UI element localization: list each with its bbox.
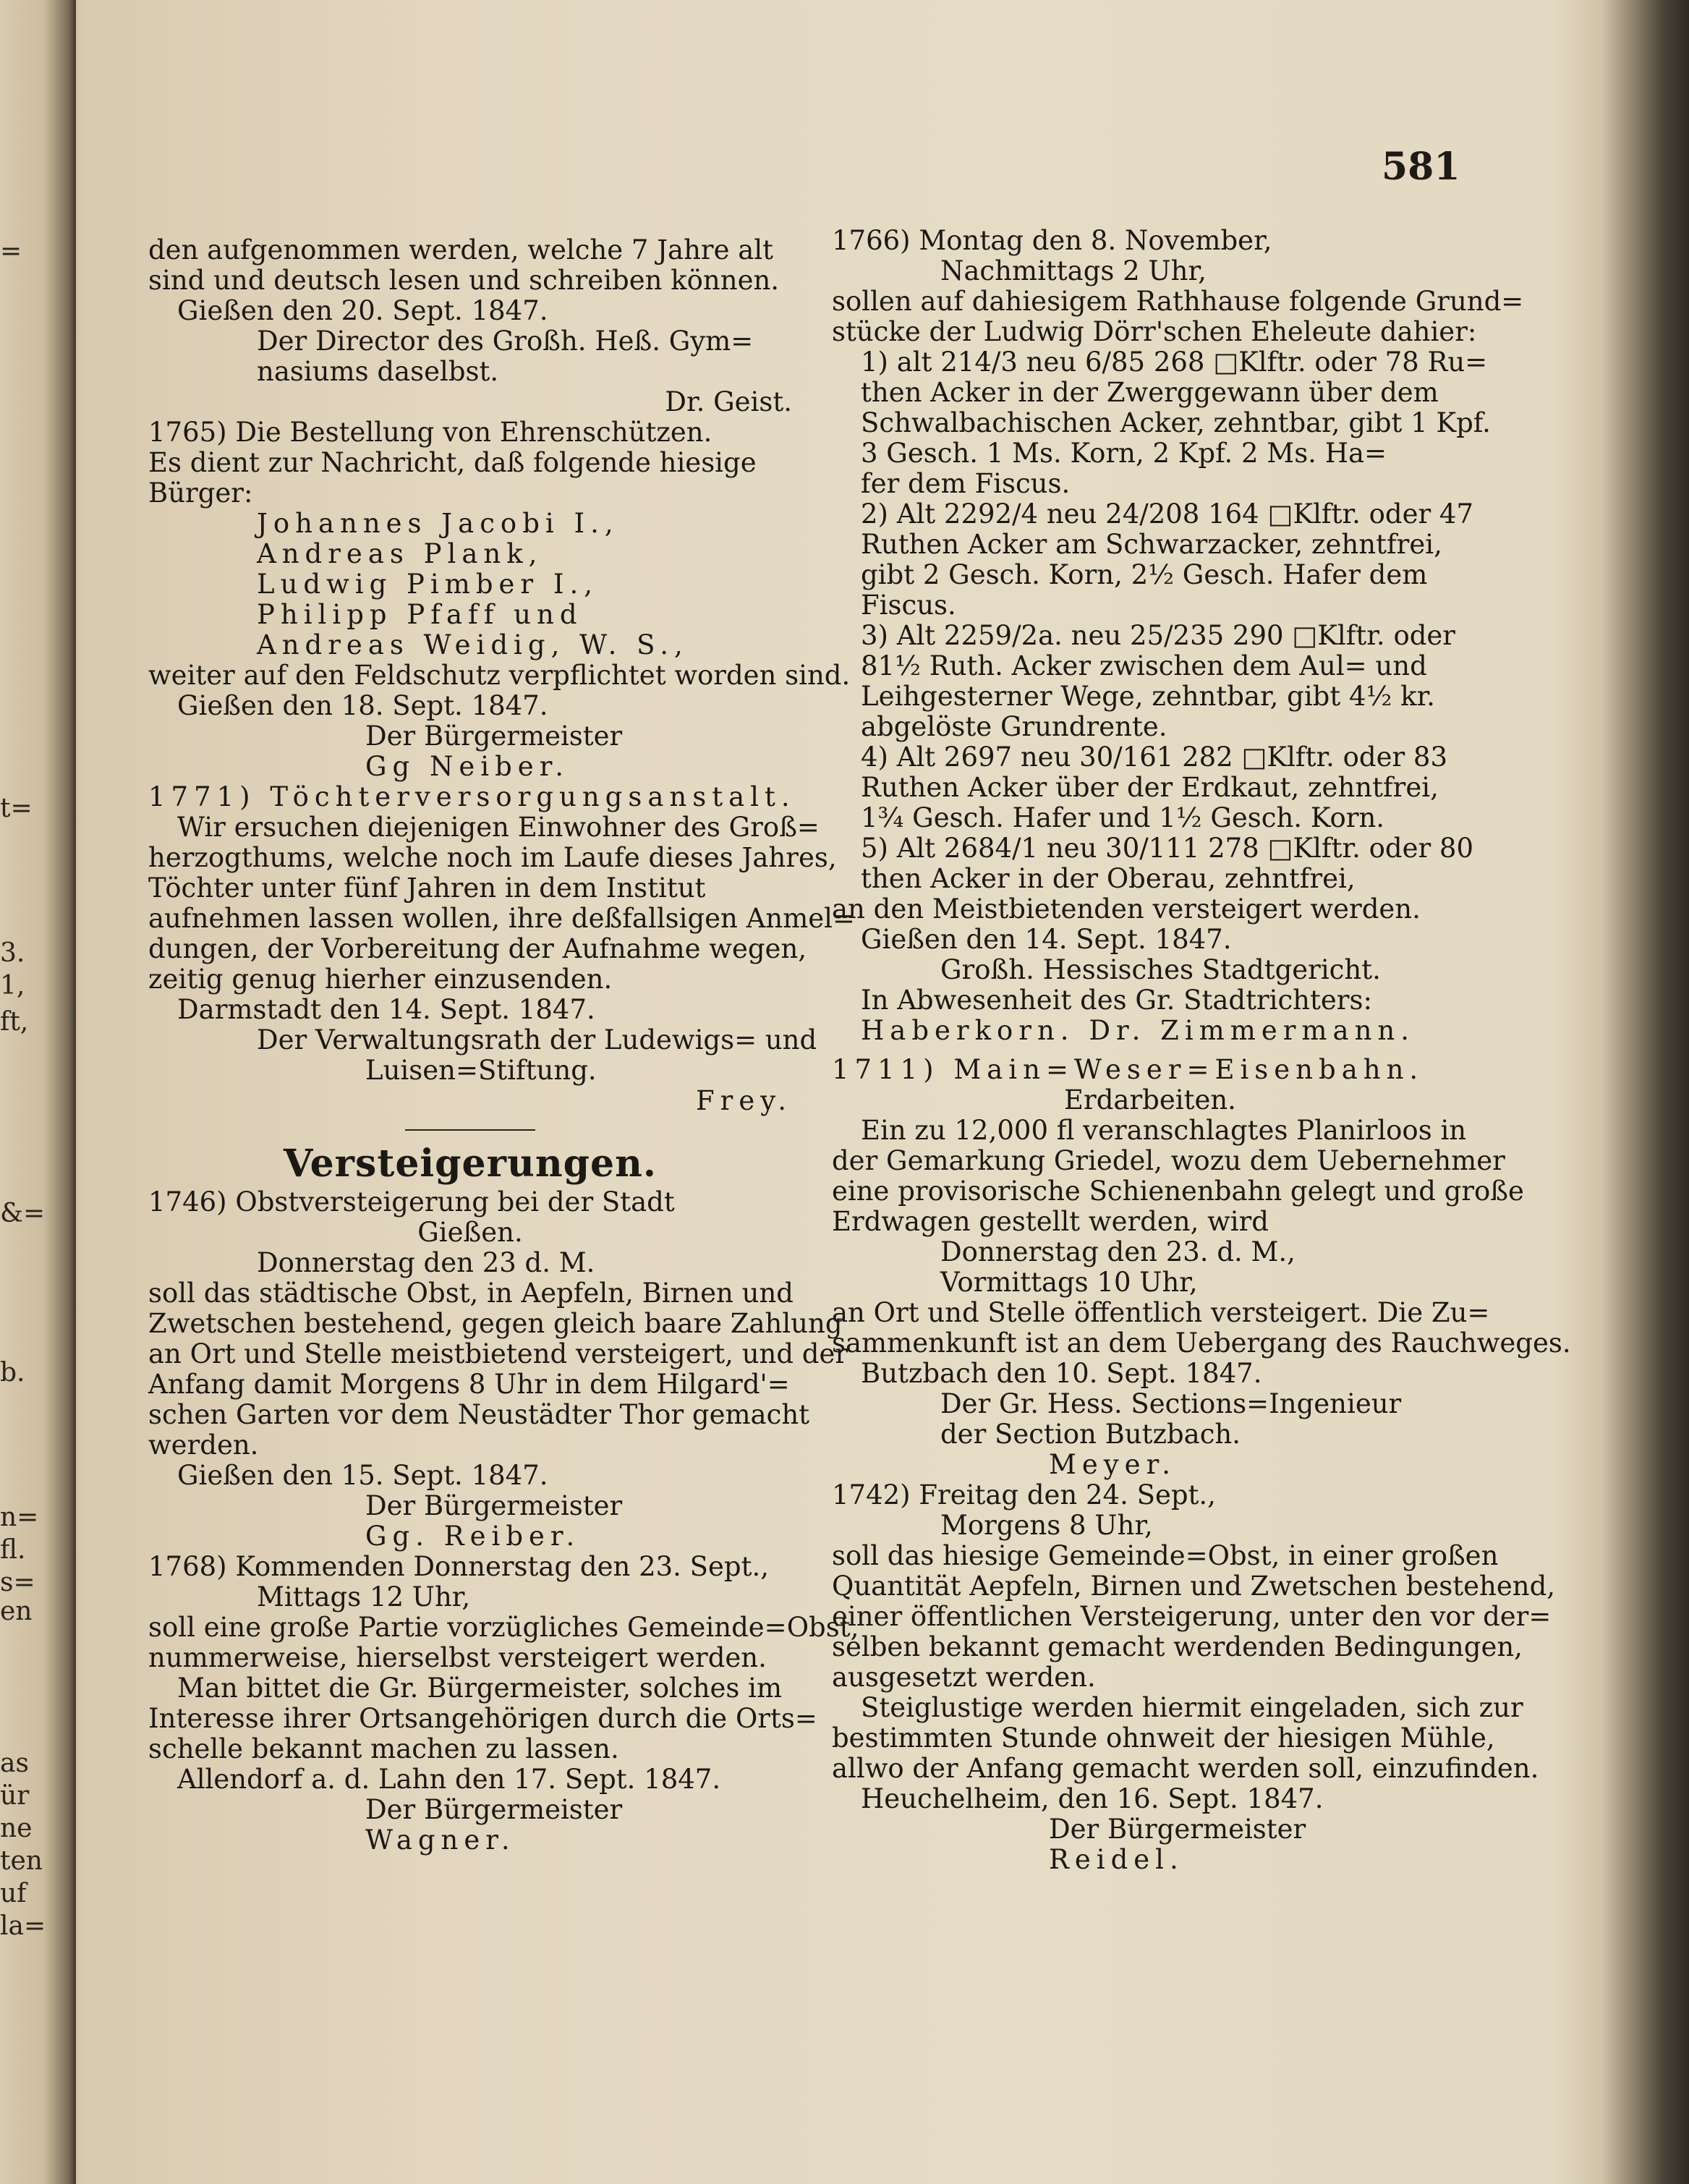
text-line: der Section Butzbach. — [940, 1419, 1241, 1450]
text-line: Steiglustige werden hiermit eingeladen, sich zur — [861, 1692, 1523, 1723]
text-line: Der Director des Großh. Heß. Gym= — [257, 326, 754, 357]
text-line: Töchter unter fünf Jahren in dem Institut — [148, 872, 706, 904]
text-line: Der Gr. Hess. Sections=Ingenieur — [940, 1388, 1402, 1419]
text-line: 1) alt 214/3 neu 6/85 268 □Klftr. oder 78 Ru= — [861, 347, 1488, 378]
text-line: Meyer. — [1049, 1449, 1176, 1480]
text-line: Johannes Jacobi I., — [257, 508, 619, 539]
text-line: 1766) Montag den 8. November, — [832, 225, 1272, 256]
text-line: Der Bürgermeister — [1049, 1814, 1306, 1845]
text-line: aufnehmen lassen wollen, ihre deßfallsigen Anmel= — [148, 903, 856, 934]
text-line: Der Bürgermeister — [365, 1794, 623, 1825]
margin-fragment: b. — [0, 1358, 25, 1388]
text-line: Dr. Geist. — [665, 386, 792, 417]
margin-fragment: as — [0, 1749, 29, 1778]
text-line: selben bekannt gemacht werdenden Bedingungen, — [832, 1631, 1523, 1662]
text-line: 3 Gesch. 1 Ms. Korn, 2 Kpf. 2 Ms. Ha= — [861, 438, 1387, 469]
text-line: 1768) Kommenden Donnerstag den 23. Sept., — [148, 1551, 769, 1582]
text-line: 1¾ Gesch. Hafer und 1½ Gesch. Korn. — [861, 802, 1385, 833]
text-line: Wagner. — [365, 1824, 516, 1856]
text-line: dungen, der Vorbereitung der Aufnahme wegen, — [148, 933, 807, 964]
text-line: Quantität Aepfeln, Birnen und Zwetschen bestehend, — [832, 1571, 1556, 1602]
text-line: Andreas Weidig, W. S., — [257, 629, 689, 660]
left-column-auctions — [148, 1186, 859, 1856]
text-line: Ruthen Acker über der Erdkaut, zehntfrei, — [861, 772, 1439, 803]
text-line: nummerweise, hierselbst versteigert werden. — [148, 1642, 767, 1673]
text-line: Gießen den 14. Sept. 1847. — [861, 924, 1232, 955]
text-line: abgelöste Grundrente. — [861, 711, 1167, 742]
text-line: ausgesetzt werden. — [832, 1662, 1096, 1693]
margin-fragment: 1, — [0, 971, 25, 1000]
text-line: Andreas Plank, — [257, 538, 543, 569]
margin-fragment: ft, — [0, 1007, 29, 1037]
right-column — [832, 225, 1571, 1875]
text-line: Großh. Hessisches Stadtgericht. — [940, 954, 1381, 985]
text-line: Bürger: — [148, 477, 253, 509]
margin-fragment: t= — [0, 794, 33, 823]
text-line: 1771) Töchterversorgungsanstalt. — [148, 781, 796, 812]
text-line: Reidel. — [1049, 1844, 1184, 1875]
text-line: Nachmittags 2 Uhr, — [940, 255, 1207, 286]
text-line: Zwetschen bestehend, gegen gleich baare Zahlung — [148, 1308, 843, 1339]
margin-fragment: ne — [0, 1814, 33, 1843]
margin-fragment: la= — [0, 1911, 46, 1941]
page-number: 581 — [1382, 145, 1460, 189]
text-line: sammenkunft ist an dem Uebergang des Rauchweges. — [832, 1327, 1571, 1359]
text-line: Interesse ihrer Ortsangehörigen durch die Orts= — [148, 1703, 817, 1734]
text-line: der Gemarkung Griedel, wozu dem Uebernehmer — [832, 1145, 1505, 1176]
text-line: Der Verwaltungsrath der Ludewigs= und — [257, 1024, 817, 1055]
text-line: schelle bekannt machen zu lassen. — [148, 1733, 619, 1764]
text-line: den aufgenommen werden, welche 7 Jahre alt — [148, 234, 774, 265]
text-line: werden. — [148, 1429, 259, 1461]
text-line: Allendorf a. d. Lahn den 17. Sept. 1847. — [177, 1764, 721, 1795]
text-line: soll das städtische Obst, in Aepfeln, Birnen und — [148, 1278, 794, 1309]
text-line: Gg. Reiber. — [365, 1521, 581, 1552]
text-line: Anfang damit Morgens 8 Uhr in dem Hilgard'= — [148, 1369, 790, 1400]
section-rule — [405, 1129, 535, 1131]
text-line: gibt 2 Gesch. Korn, 2½ Gesch. Hafer dem — [861, 559, 1428, 590]
text-line: Gießen den 18. Sept. 1847. — [177, 690, 548, 721]
text-line: Erdarbeiten. — [1064, 1084, 1236, 1116]
text-line: eine provisorische Schienenbahn gelegt und große — [832, 1176, 1524, 1207]
margin-fragment: ür — [0, 1781, 30, 1811]
text-line: bestimmten Stunde ohnweit der hiesigen Mühle, — [832, 1722, 1495, 1754]
text-line: Ein zu 12,000 fl veranschlagtes Planirloos in — [861, 1115, 1467, 1146]
text-line: 1765) Die Bestellung von Ehrenschützen. — [148, 417, 712, 448]
text-line: sollen auf dahiesigem Rathhause folgende Grund= — [832, 286, 1524, 317]
text-line: Wir ersuchen diejenigen Einwohner des Groß= — [177, 812, 820, 843]
text-line: an den Meistbietenden versteigert werden. — [832, 893, 1421, 925]
text-line: 1711) Main=Weser=Eisenbahn. — [832, 1054, 1424, 1085]
text-line: 1746) Obstversteigerung bei der Stadt — [148, 1186, 675, 1218]
margin-fragment: uf — [0, 1879, 27, 1908]
text-line: fer dem Fiscus. — [861, 468, 1071, 499]
left-column — [148, 234, 859, 1856]
margin-fragment: 3. — [0, 938, 25, 968]
text-line: soll das hiesige Gemeinde=Obst, in einer großen — [832, 1540, 1499, 1571]
text-line: Donnerstag den 23. d. M., — [940, 1236, 1296, 1267]
text-line: Haberkorn. Dr. Zimmermann. — [861, 1015, 1415, 1046]
text-line: Frey. — [695, 1085, 792, 1116]
text-line: Philipp Pfaff und — [257, 599, 583, 630]
text-line: Gießen. — [417, 1217, 523, 1248]
text-line: Luisen=Stiftung. — [365, 1055, 597, 1086]
text-line: Erdwagen gestellt werden, wird — [832, 1206, 1269, 1237]
text-line: Gießen den 20. Sept. 1847. — [177, 295, 548, 326]
text-line: Der Bürgermeister — [365, 1490, 623, 1521]
text-line: einer öffentlichen Versteigerung, unter den vor der= — [832, 1601, 1552, 1632]
text-line: stücke der Ludwig Dörr'schen Eheleute dahier: — [832, 316, 1477, 347]
text-line: 2) Alt 2292/4 neu 24/208 164 □Klftr. oder 47 — [861, 498, 1474, 530]
margin-fragment: &= — [0, 1199, 46, 1228]
text-line: then Acker in der Zwerggewann über dem — [861, 377, 1439, 408]
margin-fragment: en — [0, 1597, 33, 1626]
text-line: 81½ Ruth. Acker zwischen dem Aul= und — [861, 650, 1427, 681]
text-line: In Abwesenheit des Gr. Stadtrichters: — [861, 985, 1372, 1016]
text-line: an Ort und Stelle öffentlich versteigert. Die Zu= — [832, 1297, 1490, 1328]
text-line: schen Garten vor dem Neustädter Thor gemacht — [148, 1399, 810, 1430]
text-line: weiter auf den Feldschutz verpflichtet worden sind. — [148, 660, 851, 691]
text-line: Ruthen Acker am Schwarzacker, zehntfrei, — [861, 529, 1442, 560]
text-line: 4) Alt 2697 neu 30/161 282 □Klftr. oder 83 — [861, 742, 1448, 773]
text-line: Leihgesterner Wege, zehntbar, gibt 4½ kr. — [861, 681, 1435, 712]
text-line: nasiums daselbst. — [257, 356, 499, 387]
text-line: allwo der Anfang gemacht werden soll, einzufinden. — [832, 1753, 1539, 1784]
text-line: sind und deutsch lesen und schreiben können. — [148, 265, 780, 296]
margin-fragment: n= — [0, 1503, 39, 1532]
text-line: soll eine große Partie vorzügliches Gemeinde=Obst, — [148, 1612, 859, 1643]
text-line: Schwalbachischen Acker, zehntbar, gibt 1 Kpf. — [861, 407, 1491, 438]
margin-fragment: = — [0, 237, 22, 266]
text-line: Ludwig Pimber I., — [257, 569, 599, 600]
text-line: Gg Neiber. — [365, 751, 570, 782]
text-line: zeitig genug hierher einzusenden. — [148, 964, 613, 995]
text-line: Gießen den 15. Sept. 1847. — [177, 1460, 548, 1491]
text-line: Man bittet die Gr. Bürgermeister, solches im — [177, 1673, 783, 1704]
text-line: Donnerstag den 23 d. M. — [257, 1247, 595, 1278]
text-line: Heuchelheim, den 16. Sept. 1847. — [861, 1783, 1324, 1814]
text-line: Der Bürgermeister — [365, 721, 623, 752]
text-line: Butzbach den 10. Sept. 1847. — [861, 1358, 1262, 1389]
text-line: Darmstadt den 14. Sept. 1847. — [177, 994, 595, 1025]
text-line: Es dient zur Nachricht, daß folgende hiesige — [148, 447, 757, 478]
margin-fragment: ten — [0, 1846, 43, 1876]
text-line: Mittags 12 Uhr, — [257, 1581, 471, 1612]
text-line: 3) Alt 2259/2a. neu 25/235 290 □Klftr. oder — [861, 620, 1455, 651]
text-line: Morgens 8 Uhr, — [940, 1510, 1153, 1541]
text-line: then Acker in der Oberau, zehntfrei, — [861, 863, 1356, 894]
text-line: an Ort und Stelle meistbietend versteigert, und der — [148, 1338, 848, 1369]
text-line: herzogthums, welche noch im Laufe dieses Jahres, — [148, 842, 837, 873]
left-column-notices — [148, 234, 856, 1116]
text-line: Fiscus. — [861, 590, 956, 621]
text-line: 5) Alt 2684/1 neu 30/111 278 □Klftr. oder 80 — [861, 833, 1474, 864]
section-heading: Versteigerungen. — [284, 1142, 657, 1186]
margin-fragment: fl. — [0, 1535, 26, 1565]
text-line: Vormittags 10 Uhr, — [940, 1267, 1198, 1298]
text-line: 1742) Freitag den 24. Sept., — [832, 1479, 1216, 1510]
margin-fragment: s= — [0, 1568, 35, 1597]
